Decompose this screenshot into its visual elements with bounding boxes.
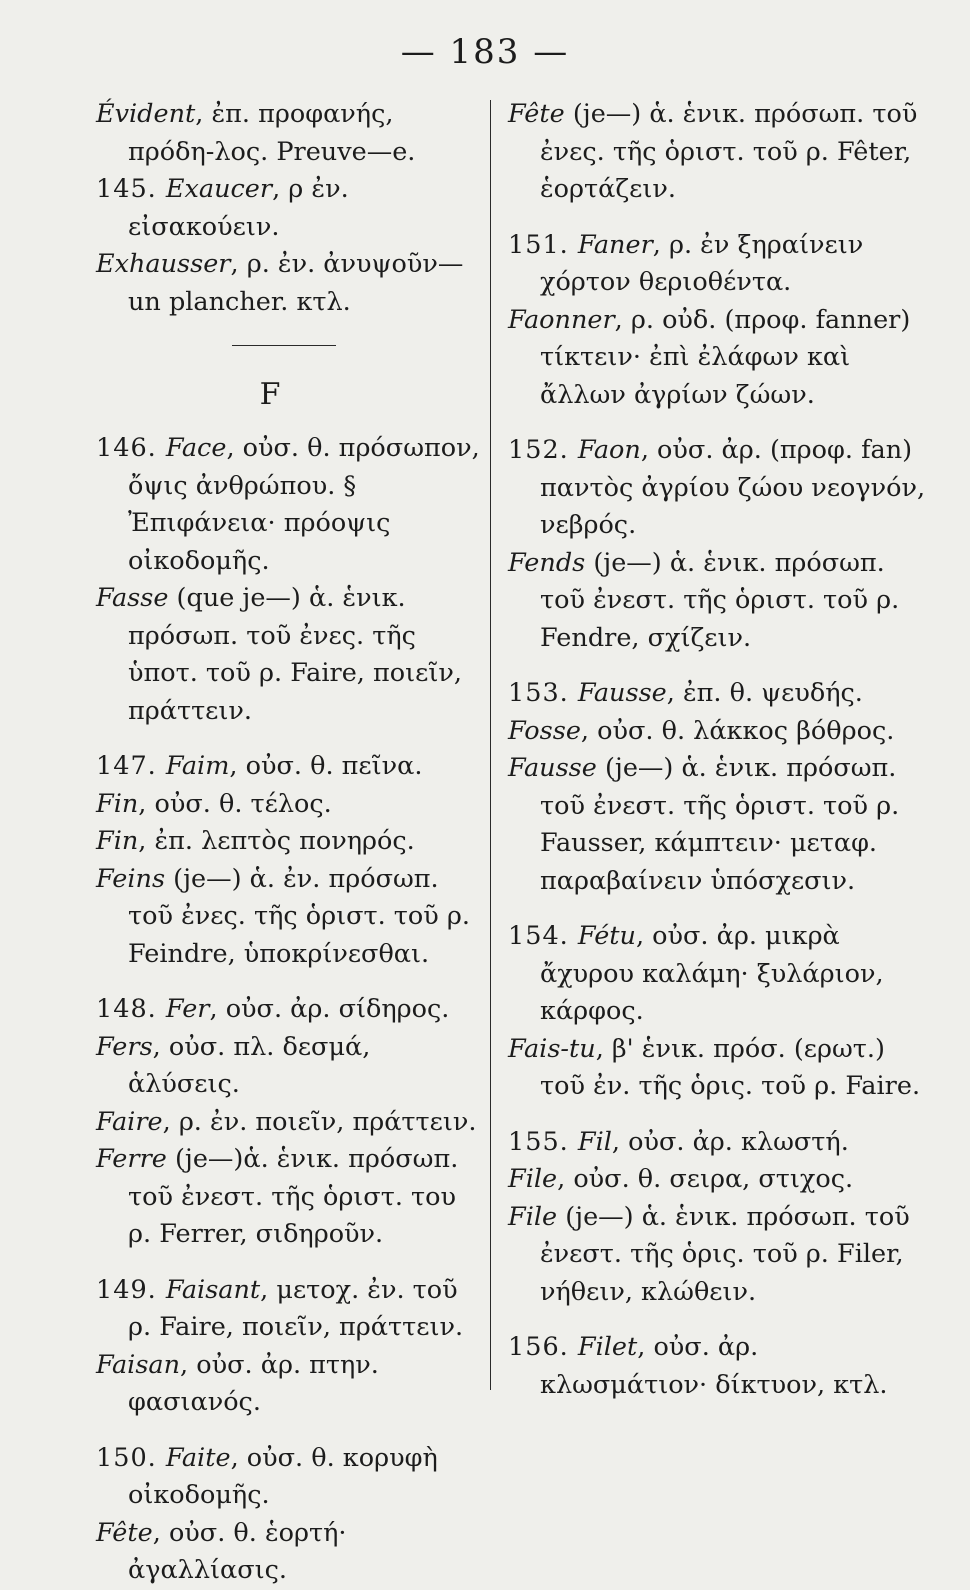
dictionary-entry [96,1515,480,1590]
dictionary-entry [508,918,928,1031]
dictionary-entry [96,171,480,246]
entry-headword: Fers [96,1031,153,1062]
entry-headword: Fête [508,99,565,129]
entry-headword: Fausse [577,678,667,708]
entry-number: 149. [96,1274,166,1305]
entry-definition: , οὐσ. ἀρ. σίδηρος. [209,994,450,1024]
entry-definition: (que je—) ἁ. ἑνικ. πρόσωπ. τοῦ ἐνες. τῆς ὑποτ. τοῦ ρ. Faire, ποιεῖν, πράττειν. [128,583,462,726]
section-rule [232,345,336,346]
entry-headword: Ferre [96,1144,167,1174]
dictionary-entry [508,227,928,302]
dictionary-entry [96,580,480,730]
entry-definition: (je—) ἁ. ἑνικ. πρόσωπ. τοῦ ἐνεστ. τῆς ὁριστ. τοῦ ρ. Fendre, σχίζειν. [540,547,900,653]
entry-headword: Fais-tu [508,1033,596,1064]
dictionary-entry [96,1029,480,1104]
entry-headword: Faisant [165,1274,261,1305]
entry-number: 156. [508,1332,578,1362]
entry-headword: Faire [96,1106,163,1137]
entry-definition: , ἐπ. λεπτὸς πονηρός. [138,826,415,856]
entry-headword: Fête [96,1517,153,1548]
entry-headword: Faite [165,1442,231,1473]
entry-headword: File [508,1201,558,1232]
dictionary-entry [508,432,928,545]
dictionary-entry [96,1440,480,1515]
entry-headword: Fin [96,826,139,856]
entry-definition: , ρ ἐν. εἰσακούειν. [128,174,349,242]
dictionary-entry [96,991,480,1029]
dictionary-entry [508,713,928,751]
entry-headword: Fasse [96,583,169,613]
entry-headword: Exaucer [165,174,273,204]
dictionary-entry [508,675,928,713]
dictionary-entry [96,430,480,580]
dictionary-entry [96,748,480,786]
entry-definition: , ρ. ἐν. ἀνυψοῦν— un plancher. κτλ. [128,249,464,317]
dictionary-entry [96,823,480,861]
dictionary-entry [508,96,928,209]
entry-headword: Fétu [577,921,636,951]
entry-definition: , ἐπ. προφανής, πρόδη-λος. Preuve—e. [128,99,416,167]
entry-definition: , οὐσ. ἀρ. μικρὰ ἄχυρου καλάμη· ξυλάριον, κάρφος. [540,921,884,1026]
dictionary-entry [508,545,928,658]
entry-headword: Faonner [508,304,615,335]
entry-definition: , οὐσ. πλ. δεσμά, ἁλύσεις. [128,1031,371,1099]
entry-headword: Fil [577,1126,612,1157]
entry-number: 145. [96,174,166,204]
entry-definition: , ἐπ. θ. ψευδής. [666,678,863,708]
entry-definition: , οὐσ. ἀρ. κλωσμάτιον· δίκτυον, κτλ. [540,1332,888,1400]
dictionary-entry [508,1161,928,1199]
entry-definition: , οὐσ. ἀρ. κλωστή. [611,1126,849,1157]
entry-definition: (je—) ἁ. ἑνικ. πρόσωπ. τοῦ ἐνεστ. τῆς ὁρις. τοῦ ρ. Filer, νήθειν, κλώθειν. [540,1201,910,1307]
entry-number: 151. [508,229,578,260]
entry-headword: File [508,1164,558,1194]
entry-definition: , οὐσ. θ. πεῖνα. [229,751,423,781]
dictionary-entry [96,1272,480,1347]
dictionary-entry [508,1124,928,1162]
entry-headword: Faner [577,229,653,260]
dictionary-entry [508,1199,928,1312]
entry-number: 155. [508,1126,578,1157]
dictionary-entry [96,786,480,824]
entry-definition: , οὐσ. θ. σειρα, στιχος. [557,1164,854,1194]
entry-definition: , οὐσ. ἀρ. (προφ. fan) παντὸς ἀγρίου ζώου νεογνόν, νεβρός. [540,435,926,540]
dictionary-entry [96,1141,480,1254]
dictionary-entry [508,302,928,415]
entry-definition: , οὐσ. θ. λάκκος βόθρος. [580,715,895,746]
entry-definition: , μετοχ. ἐν. τοῦ ρ. Faire, ποιεῖν, πράττειν. [128,1274,464,1342]
entry-headword: Évident [96,99,196,129]
entry-headword: Filet [577,1332,638,1362]
entry-definition: , οὐσ. θ. ἑορτή· ἀγαλλίασις. [128,1517,347,1585]
left-column [96,96,480,1590]
dictionary-entry [96,96,480,171]
entry-definition: , β' ἑνικ. πρόσ. (ερωτ.) τοῦ ἐν. τῆς ὁρις. τοῦ ρ. Faire. [540,1033,921,1101]
entry-headword: Faon [577,435,641,465]
entry-number: 146. [96,433,166,463]
entry-headword: Fosse [508,715,581,746]
dictionary-entry [508,1329,928,1404]
right-column [508,96,928,1404]
entry-number: 154. [508,921,578,951]
section-letter: F [259,377,281,412]
entry-headword: Exhausser [96,249,231,279]
dictionary-entry [96,1347,480,1422]
entry-headword: Face [165,433,227,463]
entry-headword: Feins [96,863,166,894]
entry-headword: Fausse [508,753,597,783]
entry-headword: Fer [165,994,210,1024]
entry-definition: (je—) ἁ. ἐν. πρόσωπ. τοῦ ἐνες. τῆς ὁριστ. τοῦ ρ. Feindre, ὑποκρίνεσθαι. [128,863,470,969]
entry-definition: , οὐσ. ἀρ. πτην. φασιανός. [128,1349,379,1417]
dictionary-entry [508,1031,928,1106]
entry-number: 147. [96,751,166,781]
entry-definition: , οὐσ. θ. πρόσωπον, ὄψις ἀνθρώπου. § Ἐπιφάνεια· πρόοψις οἰκοδομῆς. [128,433,480,576]
entry-definition: (je—) ἁ. ἑνικ. πρόσωπ. τοῦ ἐνεστ. τῆς ὁριστ. τοῦ ρ. Fausser, κάμπτειν· μεταφ. παραβαίνειν ὑπόσχεσιν. [540,753,900,896]
dictionary-entry [96,1104,480,1142]
column-divider [490,100,491,1390]
entry-definition: , ρ. ἐν ξηραίνειν χόρτον θεριοθέντα. [540,229,864,297]
entry-definition: (je—) ἁ. ἑνικ. πρόσωπ. τοῦ ἐνες. τῆς ὁριστ. τοῦ ρ. Fêter, ἑορτάζειν. [540,99,918,204]
entry-headword: Fends [508,547,586,578]
entry-definition: , οὐσ. θ. κορυφὴ οἰκοδομῆς. [128,1442,438,1510]
entry-definition: (je—)ἁ. ἑνικ. πρόσωπ. τοῦ ἐνεστ. τῆς ὁριστ. του ρ. Ferrer, σιδηροῦν. [128,1144,459,1249]
entry-definition: , οὐσ. θ. τέλος. [138,788,332,819]
dictionary-entry [508,750,928,900]
entry-headword: Faisan [96,1349,181,1380]
entry-headword: Faim [165,751,230,781]
dictionary-entry [96,246,480,321]
entry-number: 153. [508,678,578,708]
entry-number: 148. [96,994,166,1024]
entry-number: 150. [96,1442,166,1473]
entry-number: 152. [508,435,578,465]
dictionary-entry [96,861,480,974]
entry-definition: , ρ. οὐδ. (προφ. fanner) τίκτειν· ἐπὶ ἐλάφων καὶ ἄλλων ἀγρίων ζώων. [540,304,911,410]
page-number: — 183 — [400,32,570,72]
entry-headword: Fin [96,788,139,819]
entry-definition: , ρ. ἐν. ποιεῖν, πράττειν. [162,1106,477,1137]
